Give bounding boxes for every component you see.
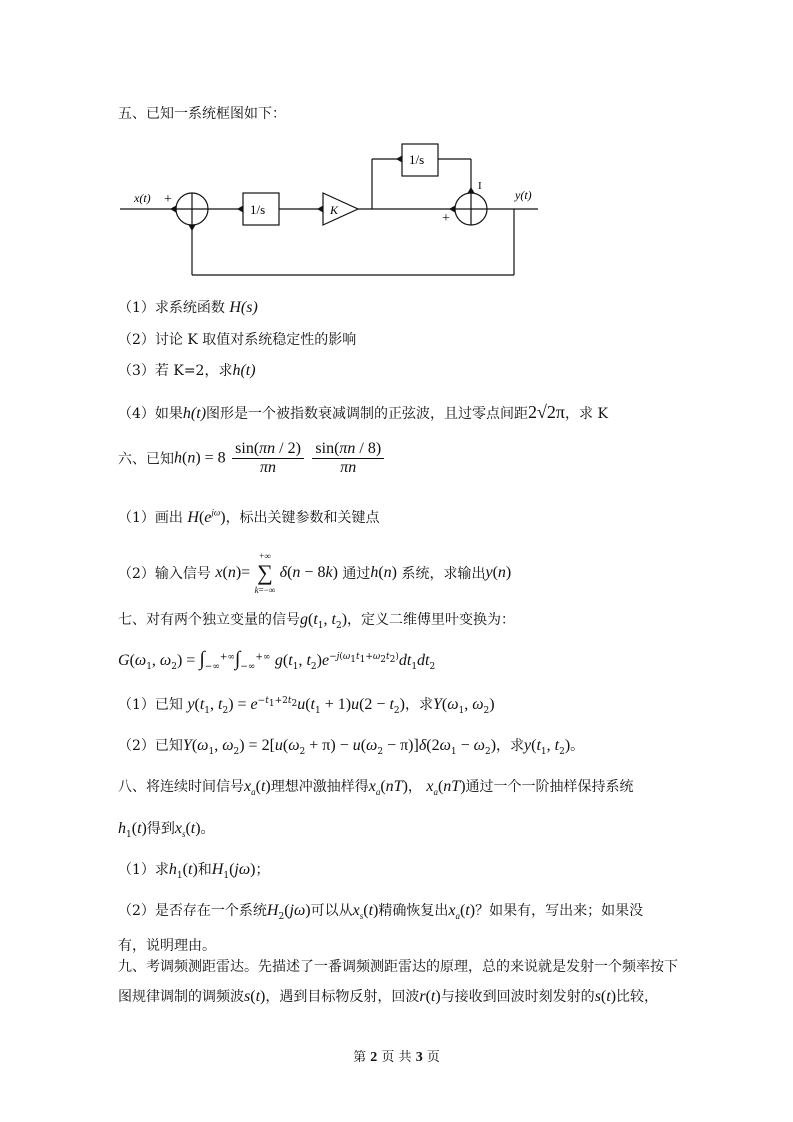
q8-item-2: （2）是否存在一个系统$H_2(j\omega)$可以从$x_s(t)$精确恢复出$x_a(t)$？如果有，写出来；如果没 [118,902,644,922]
system-block-diagram [120,140,550,280]
plus-sign-1: + [164,192,172,207]
q5-item-3: （3）若 K=2，求h(t) [118,362,256,379]
q8-line-1: 八、将连续时间信号$x_a(t)$理想冲激抽样得$x_a(nT)$， $x_a(nT)$通过一个一阶抽样保持系统 [118,778,634,798]
q7-item-1: （1）已知 $y(t_1$, $t_2) = e^{-t_1+2t_2}u(t_1 + 1)u(2 - t_2)$，求$Y(\omega_1$, $\omega_2$) [118,696,495,716]
q6-title: 六、已知h(n) = 8 $\frac{\sin(\pi n / 2)}{\pi n}$ $\frac{\sin(\pi n / 8)}{\pi n}$ [118,440,386,477]
q8-item-1: （1）求$h_1(t)$和$H_1(j\omega)$； [118,861,270,881]
output-label: y(t) [515,188,532,202]
q9-line-1: 九、考调频测距雷达。先描述了一番调频测距雷达的原理，总的来说就是发射一个频率按下 [118,959,678,975]
q6-item-1: （1）画出 $H(e^{j\omega})$，标出关键参数和关键点 [118,507,380,526]
q5-title: 五、已知一系统框图如下： [118,106,286,122]
q5-item-4: （4）如果h(t)图形是一个被指数衰减调制的正弦波，且过零点间距2√2π，求 K [118,402,608,422]
q6-item-2: （2）输入信号 x(n)= +∞ ∑ k=−∞ δ(n − 8k) 通过h(n) 系统，求输出y(n) [118,551,512,595]
q7-item-2: （2）已知$Y(\omega_1$, $\omega_2) = 2[u(\omega_2 + \pi) - u(\omega_2 - \pi)]\delta(2\omega_1 - \omega_2)$，求$y(t_1$, $t_2$)。 [118,737,585,757]
input-label: x(t) [134,191,151,205]
q8-line-2: $h_1(t)$得到$x_s(t)$。 [118,820,215,840]
q7-definition: $G(\omega_1$, $\omega_2) = \int_{-\infty}^{+\infty}\int_{-\infty}^{+\infty}$ $g(t_1$, $t_2)e^{-j(\omega_1t_1+\omega_2t_2)}dt_1dt_2$ [118,648,436,672]
integrator-label-1: 1/s [250,202,266,217]
q8-item-2-cont: 有，说明理由。 [118,938,216,954]
summer-mark: I [478,180,482,192]
q7-title: 七、对有两个独立变量的信号$g(t_1$, $t_2$)，定义二维傅里叶变换为： [118,611,516,631]
integrator-label-2: 1/s [409,152,425,167]
q5-item-2: （2）讨论 K 取值对系统稳定性的影响 [118,332,357,348]
q5-item-1: （1）求系统函数 H(s) [118,299,258,316]
plus-sign-2: + [442,211,450,226]
gain-label: K [330,203,339,217]
page-footer: 第 2 页 共 3 页 [353,1050,440,1065]
gain-block [323,193,358,225]
q9-line-2: 图规律调制的调频波s(t)，遇到目标物反射，回波r(t)与接收到回波时刻发射的s(t)比较， [118,988,659,1005]
